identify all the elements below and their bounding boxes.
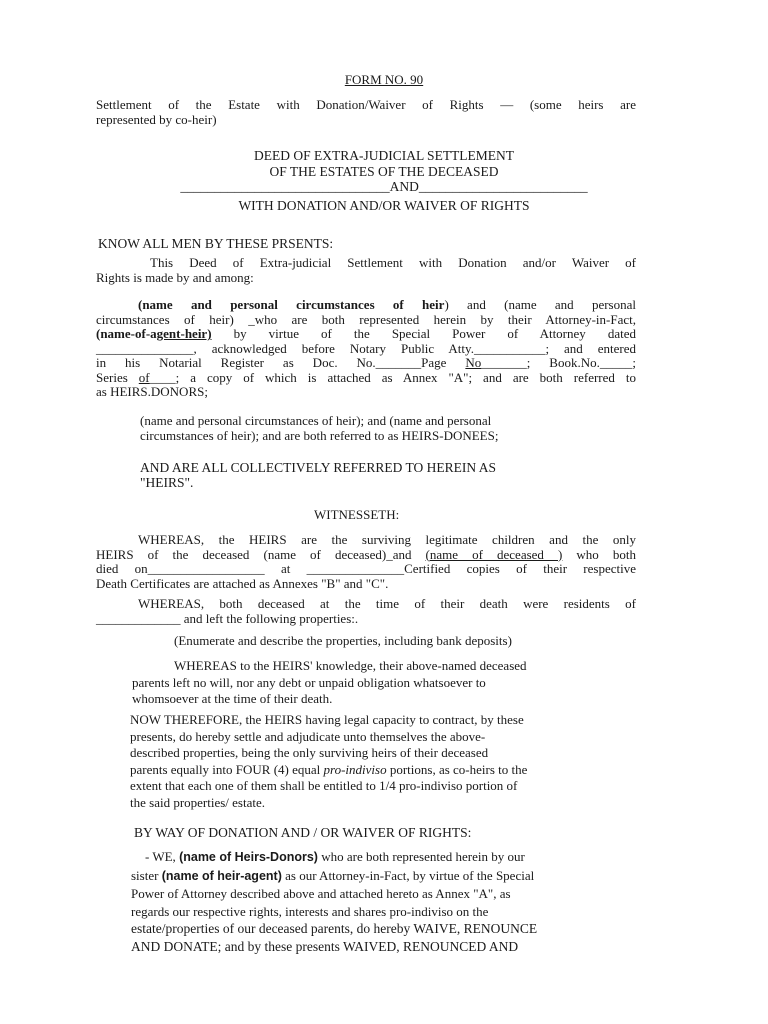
we-text: sister [131, 867, 162, 883]
deceased-names-line [0, 179, 768, 195]
heirs-text: Page [421, 355, 466, 370]
whereas-line: Death Certificates are attached as Annexes "B" and "C". [96, 575, 389, 591]
whereas-line: WHEREAS, both deceased at the time of their death were residents of [138, 596, 636, 611]
whereas-line: whomsoever at the time of their death. [132, 691, 333, 706]
whereas-text: died on [96, 561, 148, 576]
whereas-no-will-paragraph [132, 658, 632, 708]
notary-blank: ___________ [473, 340, 546, 356]
form-number [0, 73, 768, 88]
now-therefore-line [130, 762, 630, 779]
we-text: who are both represented herein by our [317, 849, 525, 864]
whereas-line: parents left no will, nor any debt or unpaid obligation whatsoever to [132, 674, 486, 690]
intro-line: This Deed of Extra-judicial Settlement with Donation and/or Waiver of [150, 255, 636, 270]
deed-title-line: DEED OF EXTRA-JUDICIAL SETTLEMENT [253, 148, 515, 163]
heirs-text: ; [632, 355, 636, 370]
page-no-blank: _______ [481, 355, 527, 370]
heirs-text: ) and (name and personal [444, 297, 637, 312]
whereas-text: at [264, 561, 307, 576]
whereas-text: HEIRS of the deceased (name of deceased)_and [96, 546, 426, 562]
donees-line: circumstances of heir); and are both referred to as HEIRS-DONEES; [140, 427, 499, 443]
collective-reference [140, 460, 610, 490]
heirs-text: by virtue of the Special Power of Attorney dated [211, 326, 636, 341]
we-line: regards our respective rights, interests and shares pro-indiviso on the [131, 903, 489, 919]
whereas-text: who both [562, 546, 636, 562]
donation-heading: BY WAY OF DONATION AND / OR WAIVER OF RIGHTS: [134, 825, 472, 840]
heirs-line [96, 356, 636, 371]
series-blank: ____ [149, 369, 176, 385]
we-text: as our Attorney-in-Fact, by virtue of the Special [281, 867, 535, 883]
whereas-line [96, 548, 636, 563]
we-line: estate/properties of our deceased parents, do hereby WAIVE, RENOUNCE [131, 921, 538, 936]
form-subtitle [96, 98, 636, 127]
deed-title-line: OF THE ESTATES OF THE DECEASED [269, 163, 499, 179]
doc-no-blank: _______ [375, 355, 422, 370]
collective-line: "HEIRS". [140, 475, 194, 490]
subtitle-line: Settlement of the Estate with Donation/Waiver of Rights — (some heirs are [96, 97, 636, 112]
and-text: AND [389, 179, 419, 194]
now-therefore-text: pro-indiviso [323, 761, 387, 777]
we-line [131, 867, 631, 886]
witnesseth-heading: WITNESSETH: [314, 507, 400, 522]
residence-blank: _____________ [96, 610, 181, 626]
intro-line: Rights is made by and among: [96, 269, 254, 285]
heir-agent-placeholder: (name of heir-agent) [161, 868, 282, 883]
we-line: AND DONATE; and by these presents WAIVED, RENOUNCED AND [131, 938, 519, 954]
heirs-text: ; a copy of which is attached as Annex "A"; and are both referred to [175, 369, 636, 385]
agent-name-placeholder: gent-heir) [156, 326, 212, 341]
whereas-text: Certified copies of their respective [404, 561, 637, 576]
heirs-line [96, 327, 636, 342]
agent-name-placeholder: (name-of-a [96, 326, 157, 341]
we-text: - WE, [145, 849, 180, 864]
deceased-name-placeholder: (name of deceased ) [425, 546, 563, 562]
heirs-text: No [465, 355, 482, 370]
whereas-line [96, 562, 636, 577]
deed-title-line: WITH DONATION AND/OR WAIVER OF RIGHTS [238, 197, 530, 213]
now-therefore-line: NOW THEREFORE, the HEIRS having legal capacity to contract, by these [130, 712, 524, 727]
heirs-line: as HEIRS.DONORS; [96, 384, 208, 399]
whereas-heirs-paragraph [96, 533, 636, 591]
subtitle-line: represented by co-heir) [96, 111, 217, 127]
now-therefore-line: the said properties/ estate. [130, 794, 266, 810]
heirs-text: , acknowledged before Notary Public Atty. [193, 340, 474, 356]
heirs-text: ; and entered [545, 340, 637, 356]
now-therefore-text: parents equally into FOUR (4) equal [130, 761, 324, 777]
now-therefore-paragraph [130, 712, 630, 811]
heirs-text: ; Book.No. [526, 355, 600, 370]
heirs-text: of [138, 369, 150, 385]
whereas-line: WHEREAS, the HEIRS are the surviving legitimate children and the only [138, 532, 636, 547]
now-therefore-line: presents, do hereby settle and adjudicate unto themselves the above- [130, 728, 486, 744]
now-therefore-line: extent that each one of them shall be entitled to 1/4 pro-indiviso portion of [130, 778, 518, 793]
heirs-line [96, 298, 636, 313]
heirs-donees-paragraph [140, 414, 600, 443]
whereas-line [96, 612, 636, 627]
know-all-men-heading: KNOW ALL MEN BY THESE PRSENTS: [98, 236, 334, 251]
heir-name-placeholder: (name and personal circumstances of heir [138, 297, 445, 312]
intro-paragraph [96, 256, 636, 285]
donors-name-placeholder: (name of Heirs-Donors) [179, 850, 318, 864]
whereas-line: WHEREAS to the HEIRS' knowledge, their above-named deceased [174, 658, 527, 673]
deceased-name-blank: _________________________ [418, 179, 588, 194]
whereas-text: and left the following properties:. [180, 610, 359, 626]
heirs-text: in his Notarial Register as Doc. No. [96, 355, 376, 370]
deed-title [0, 148, 768, 213]
now-therefore-text: portions, as co-heirs to the [386, 761, 528, 777]
death-place-blank: _______________ [306, 561, 405, 576]
heirs-line [96, 371, 636, 386]
heirs-donors-paragraph [96, 298, 636, 400]
we-line: Power of Attorney described above and attached hereto as Annex "A", as [131, 886, 511, 901]
whereas-residents-paragraph [96, 597, 636, 626]
we-line [131, 848, 631, 867]
date-blank: _______________ [96, 340, 194, 356]
form-number-text: FORM NO. 90 [344, 72, 424, 87]
heirs-text: Series [96, 369, 139, 385]
book-no-blank: _____ [599, 355, 633, 370]
deceased-name-blank: _______________________________ [180, 179, 390, 194]
now-therefore-line: described properties, being the only surviving heirs of their deceased [130, 745, 489, 760]
heirs-line [96, 342, 636, 357]
collective-line: AND ARE ALL COLLECTIVELY REFERRED TO HEREIN AS [140, 460, 497, 475]
enumerate-properties-note: (Enumerate and describe the properties, including bank deposits) [174, 633, 512, 648]
heirs-line: circumstances of heir) _who are both represented herein by their Attorney-in-Fact, [96, 311, 636, 327]
donors-waiver-paragraph [131, 848, 631, 955]
donees-line: (name and personal circumstances of heir); and (name and personal [140, 413, 492, 428]
death-date-blank: __________________ [147, 561, 265, 576]
